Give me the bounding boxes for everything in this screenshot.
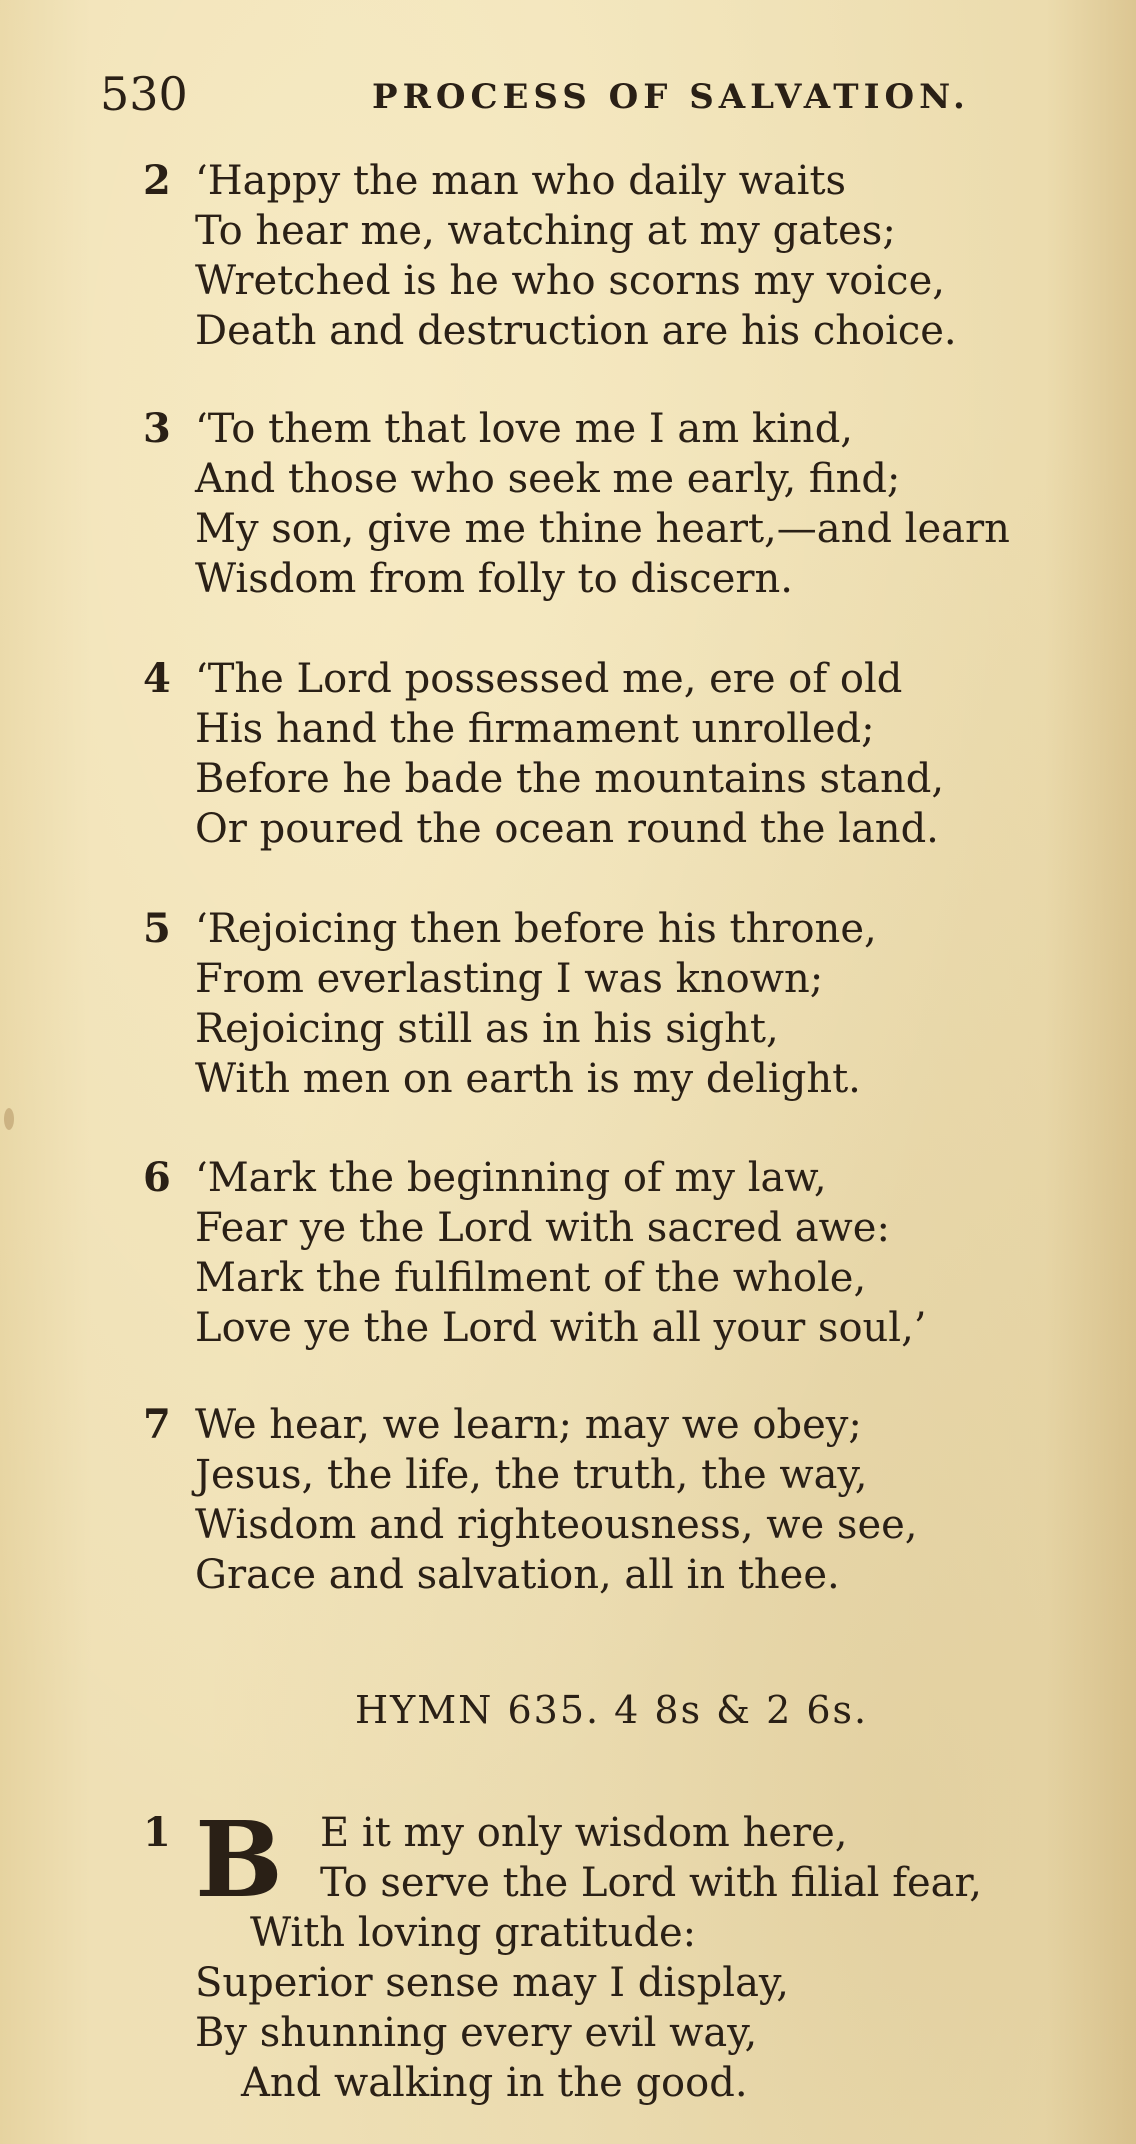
verse-line: Fear ye the Lord with sacred awe: xyxy=(195,1205,890,1251)
drop-cap: B xyxy=(195,1798,283,1921)
running-title: PROCESS OF SALVATION. xyxy=(372,77,970,117)
verse-line: Death and destruction are his choice. xyxy=(195,308,957,354)
verse-line: Grace and salvation, all in thee. xyxy=(195,1552,840,1598)
stanza-6 xyxy=(145,1153,1095,1353)
verse-line: To hear me, watching at my gates; xyxy=(195,208,896,254)
page-header xyxy=(100,66,1060,126)
stanza-number: 6 xyxy=(143,1154,171,1201)
verse-line: By shunning every evil way, xyxy=(195,2010,758,2056)
verse-line: ‘Happy the man who daily waits xyxy=(195,158,847,204)
verse-line: E it my only wisdom here, xyxy=(320,1810,848,1856)
verse-line: Rejoicing still as in his sight, xyxy=(195,1006,779,1052)
verse-line: With men on earth is my delight. xyxy=(195,1056,861,1102)
verse-line: ‘Rejoicing then before his throne, xyxy=(195,906,877,952)
verse-line: And those who seek me early, find; xyxy=(195,456,901,502)
hymn-heading: HYMN 635. 4 8s & 2 6s. xyxy=(355,1688,869,1732)
verse-line: We hear, we learn; may we obey; xyxy=(195,1402,862,1448)
verse-line: With loving gratitude: xyxy=(250,1910,697,1956)
verse-line: Or poured the ocean round the land. xyxy=(195,806,939,852)
verse-line: ‘To them that love me I am kind, xyxy=(195,406,854,452)
stanza-number: 7 xyxy=(143,1401,171,1448)
stanza-number: 3 xyxy=(143,405,171,452)
verse-line: Before he bade the mountains stand, xyxy=(195,756,945,802)
verse-line: Love ye the Lord with all your soul,’ xyxy=(195,1305,927,1351)
verse-line: From everlasting I was known; xyxy=(195,956,824,1002)
verse-line: His hand the firmament unrolled; xyxy=(195,706,875,752)
verse-line: ‘The Lord possessed me, ere of old xyxy=(195,656,903,702)
verse-line: Jesus, the life, the truth, the way, xyxy=(195,1452,868,1498)
verse-line: Wretched is he who scorns my voice, xyxy=(195,258,945,304)
stanza-number: 5 xyxy=(143,905,171,952)
verse-line: ‘Mark the beginning of my law, xyxy=(195,1155,827,1201)
stanza-4 xyxy=(145,654,1095,854)
stanza-number: 2 xyxy=(143,157,171,204)
verse-line: My son, give me thine heart,—and learn xyxy=(195,506,1010,552)
verse-line: Superior sense may I display, xyxy=(195,1960,789,2006)
hymn-stanza-1 xyxy=(143,1798,1095,2108)
verse-line: Wisdom from folly to discern. xyxy=(195,556,793,602)
page-number: 530 xyxy=(100,67,188,121)
verse-line: And walking in the good. xyxy=(241,2060,748,2106)
verse-line: Mark the fulfilment of the whole, xyxy=(195,1255,867,1301)
stanza-7 xyxy=(145,1400,1095,1600)
stanza-number: 1 xyxy=(143,1809,171,1856)
verse-line: Wisdom and righteousness, we see, xyxy=(195,1502,918,1548)
paper-stain xyxy=(4,1108,14,1130)
stanza-5 xyxy=(145,904,1095,1104)
stanza-number: 4 xyxy=(143,655,171,702)
verse-line: To serve the Lord with filial fear, xyxy=(320,1860,982,1906)
stanza-3 xyxy=(145,404,1095,604)
stanza-2 xyxy=(145,156,1095,356)
